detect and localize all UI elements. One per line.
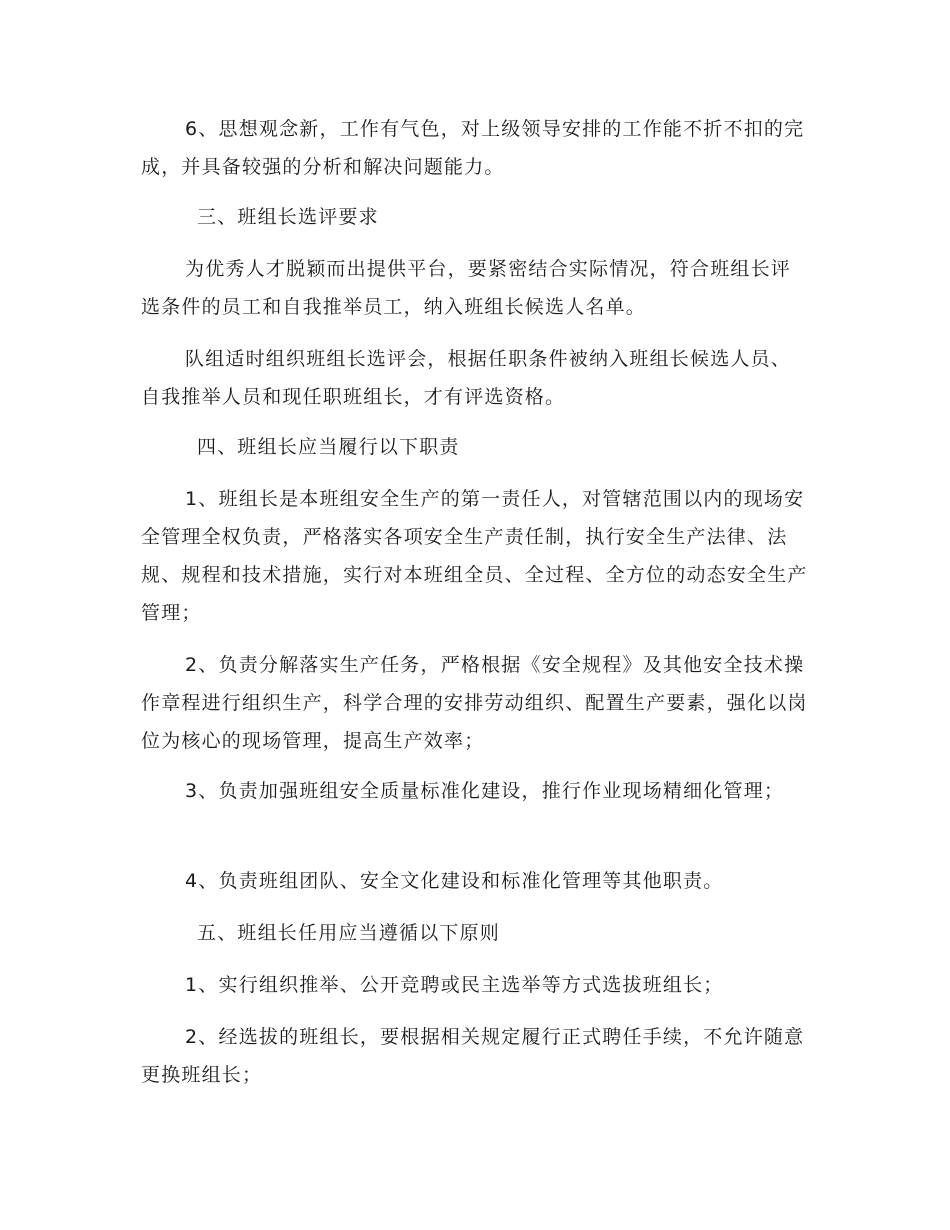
duty-item-4: 4、负责班组团队、安全文化建设和标准化管理等其他职责。 — [185, 870, 724, 892]
paragraph-selection-meeting: 队组适时组织班组长选评会，根据任职条件被纳入班组长候选人员、自我推举人员和现任职班组长，才有评选资格。 — [141, 348, 792, 408]
duty-item-3: 3、负责加强班组安全质量标准化建设，推行作业现场精细化管理； — [185, 780, 785, 802]
principle-item-1: 1、实行组织推举、公开竞聘或民主选举等方式选拔班组长； — [185, 974, 724, 996]
section-heading-4: 四、班组长应当履行以下职责 — [197, 436, 460, 458]
section-heading-5: 五、班组长任用应当遵循以下原则 — [197, 922, 501, 944]
paragraph-platform: 为优秀人才脱颖而出提供平台，要紧密结合实际情况，符合班组长评选条件的员工和自我推举员工，纳入班组长候选人名单。 — [141, 258, 792, 318]
duty-item-2: 2、负责分解落实生产任务，严格根据《安全规程》及其他安全技术操作章程进行组织生产，科学合理的安排劳动组织、配置生产要素，强化以岗位为核心的现场管理，提高生产效率； — [141, 654, 808, 752]
principle-item-2: 2、经选拔的班组长，要根据相关规定履行正式聘任手续，不允许随意更换班组长； — [141, 1026, 805, 1086]
paragraph-item-6: 6、思想观念新，工作有气色，对上级领导安排的工作能不折不扣的完成，并具备较强的分析和解决问题能力。 — [141, 118, 805, 178]
section-heading-3: 三、班组长选评要求 — [197, 206, 379, 228]
duty-item-1: 1、班组长是本班组安全生产的第一责任人，对管辖范围以内的现场安全管理全权负责，严格落实各项安全生产责任制，执行安全生产法律、法规、规程和技术措施，实行对本班组全员、全过程、全方位的动态安全生产管理； — [141, 488, 808, 624]
